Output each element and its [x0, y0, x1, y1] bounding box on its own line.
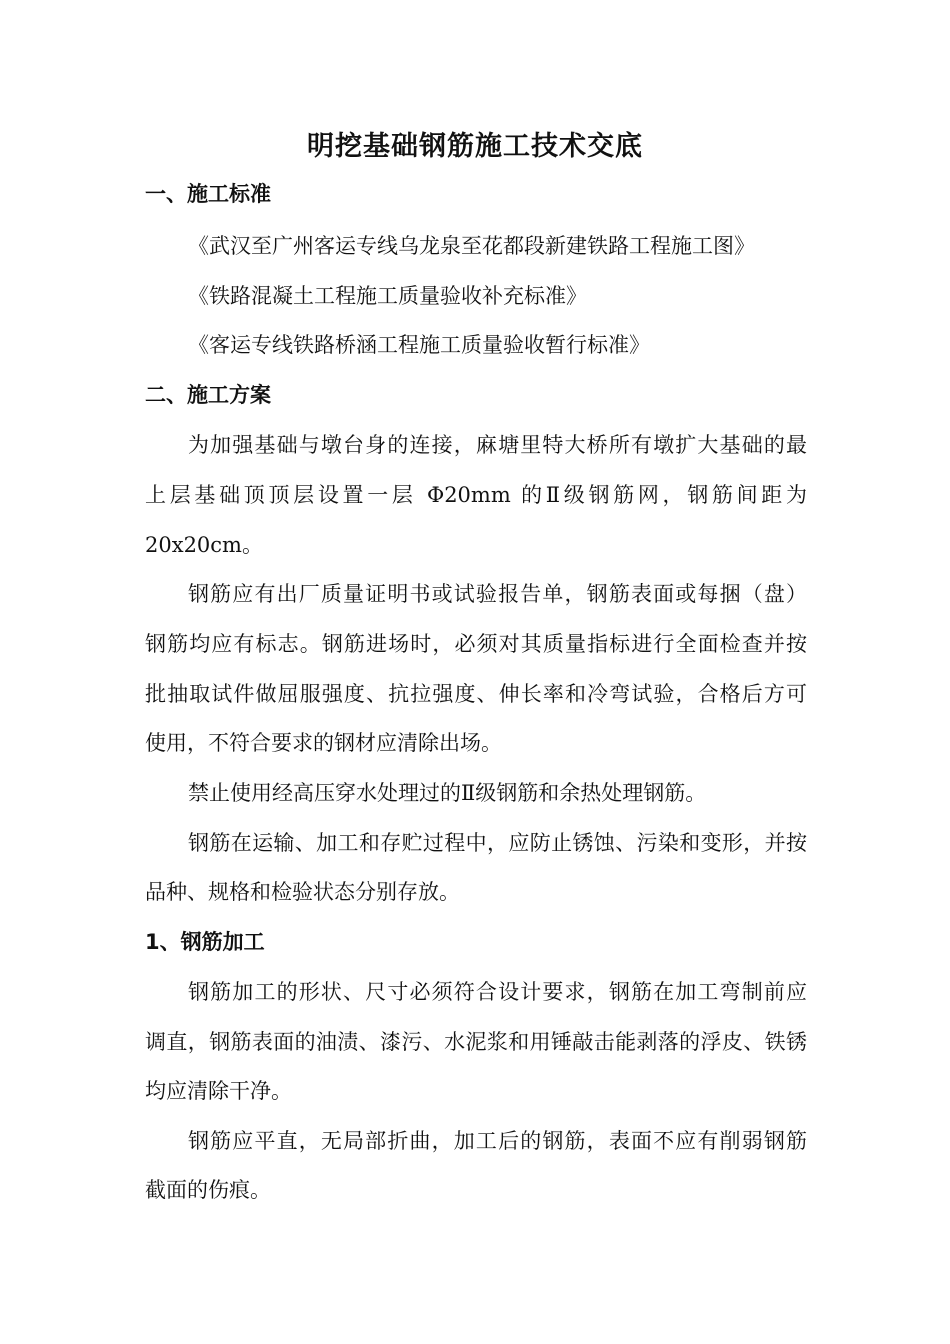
- paragraph-line: 调直，钢筋表面的油渍、漆污、水泥浆和用锤敲击能剥落的浮皮、铁锈: [145, 1030, 807, 1054]
- standard-reference: 《铁路混凝土工程施工质量验收补充标准》: [188, 284, 587, 308]
- paragraph-line: 钢筋加工的形状、尺寸必须符合设计要求，钢筋在加工弯制前应: [188, 980, 807, 1004]
- paragraph-line: 钢筋应有出厂质量证明书或试验报告单，钢筋表面或每捆（盘）: [188, 582, 807, 606]
- document-title: 明挖基础钢筋施工技术交底: [307, 131, 643, 162]
- section-heading-standards: 一、施工标准: [145, 182, 271, 206]
- paragraph-line: 钢筋应平直，无局部折曲，加工后的钢筋，表面不应有削弱钢筋: [188, 1129, 807, 1153]
- paragraph-line: 使用，不符合要求的钢材应清除出场。: [145, 731, 502, 755]
- section-heading-plan: 二、施工方案: [145, 383, 271, 407]
- section-heading-rebar-processing: 1、钢筋加工: [145, 930, 265, 954]
- paragraph-line: 批抽取试件做屈服强度、抗拉强度、伸长率和冷弯试验，合格后方可: [145, 682, 807, 706]
- paragraph-line: 钢筋均应有标志。钢筋进场时，必须对其质量指标进行全面检查并按: [145, 632, 807, 656]
- paragraph-line: 品种、规格和检验状态分别存放。: [145, 880, 460, 904]
- paragraph-line: 上层基础顶顶层设置一层 Φ20mm 的Ⅱ级钢筋网，钢筋间距为: [145, 483, 807, 507]
- standard-reference: 《客运专线铁路桥涵工程施工质量验收暂行标准》: [188, 333, 650, 357]
- paragraph-line: 均应清除干净。: [145, 1079, 292, 1103]
- paragraph-line: 禁止使用经高压穿水处理过的Ⅱ级钢筋和余热处理钢筋。: [188, 781, 707, 805]
- paragraph-line: 为加强基础与墩台身的连接，麻塘里特大桥所有墩扩大基础的最: [188, 433, 807, 457]
- paragraph-line: 截面的伤痕。: [145, 1178, 271, 1202]
- standard-reference: 《武汉至广州客运专线乌龙泉至花都段新建铁路工程施工图》: [188, 234, 755, 258]
- paragraph-line: 20x20cm。: [145, 533, 263, 557]
- paragraph-line: 钢筋在运输、加工和存贮过程中，应防止锈蚀、污染和变形，并按: [188, 831, 807, 855]
